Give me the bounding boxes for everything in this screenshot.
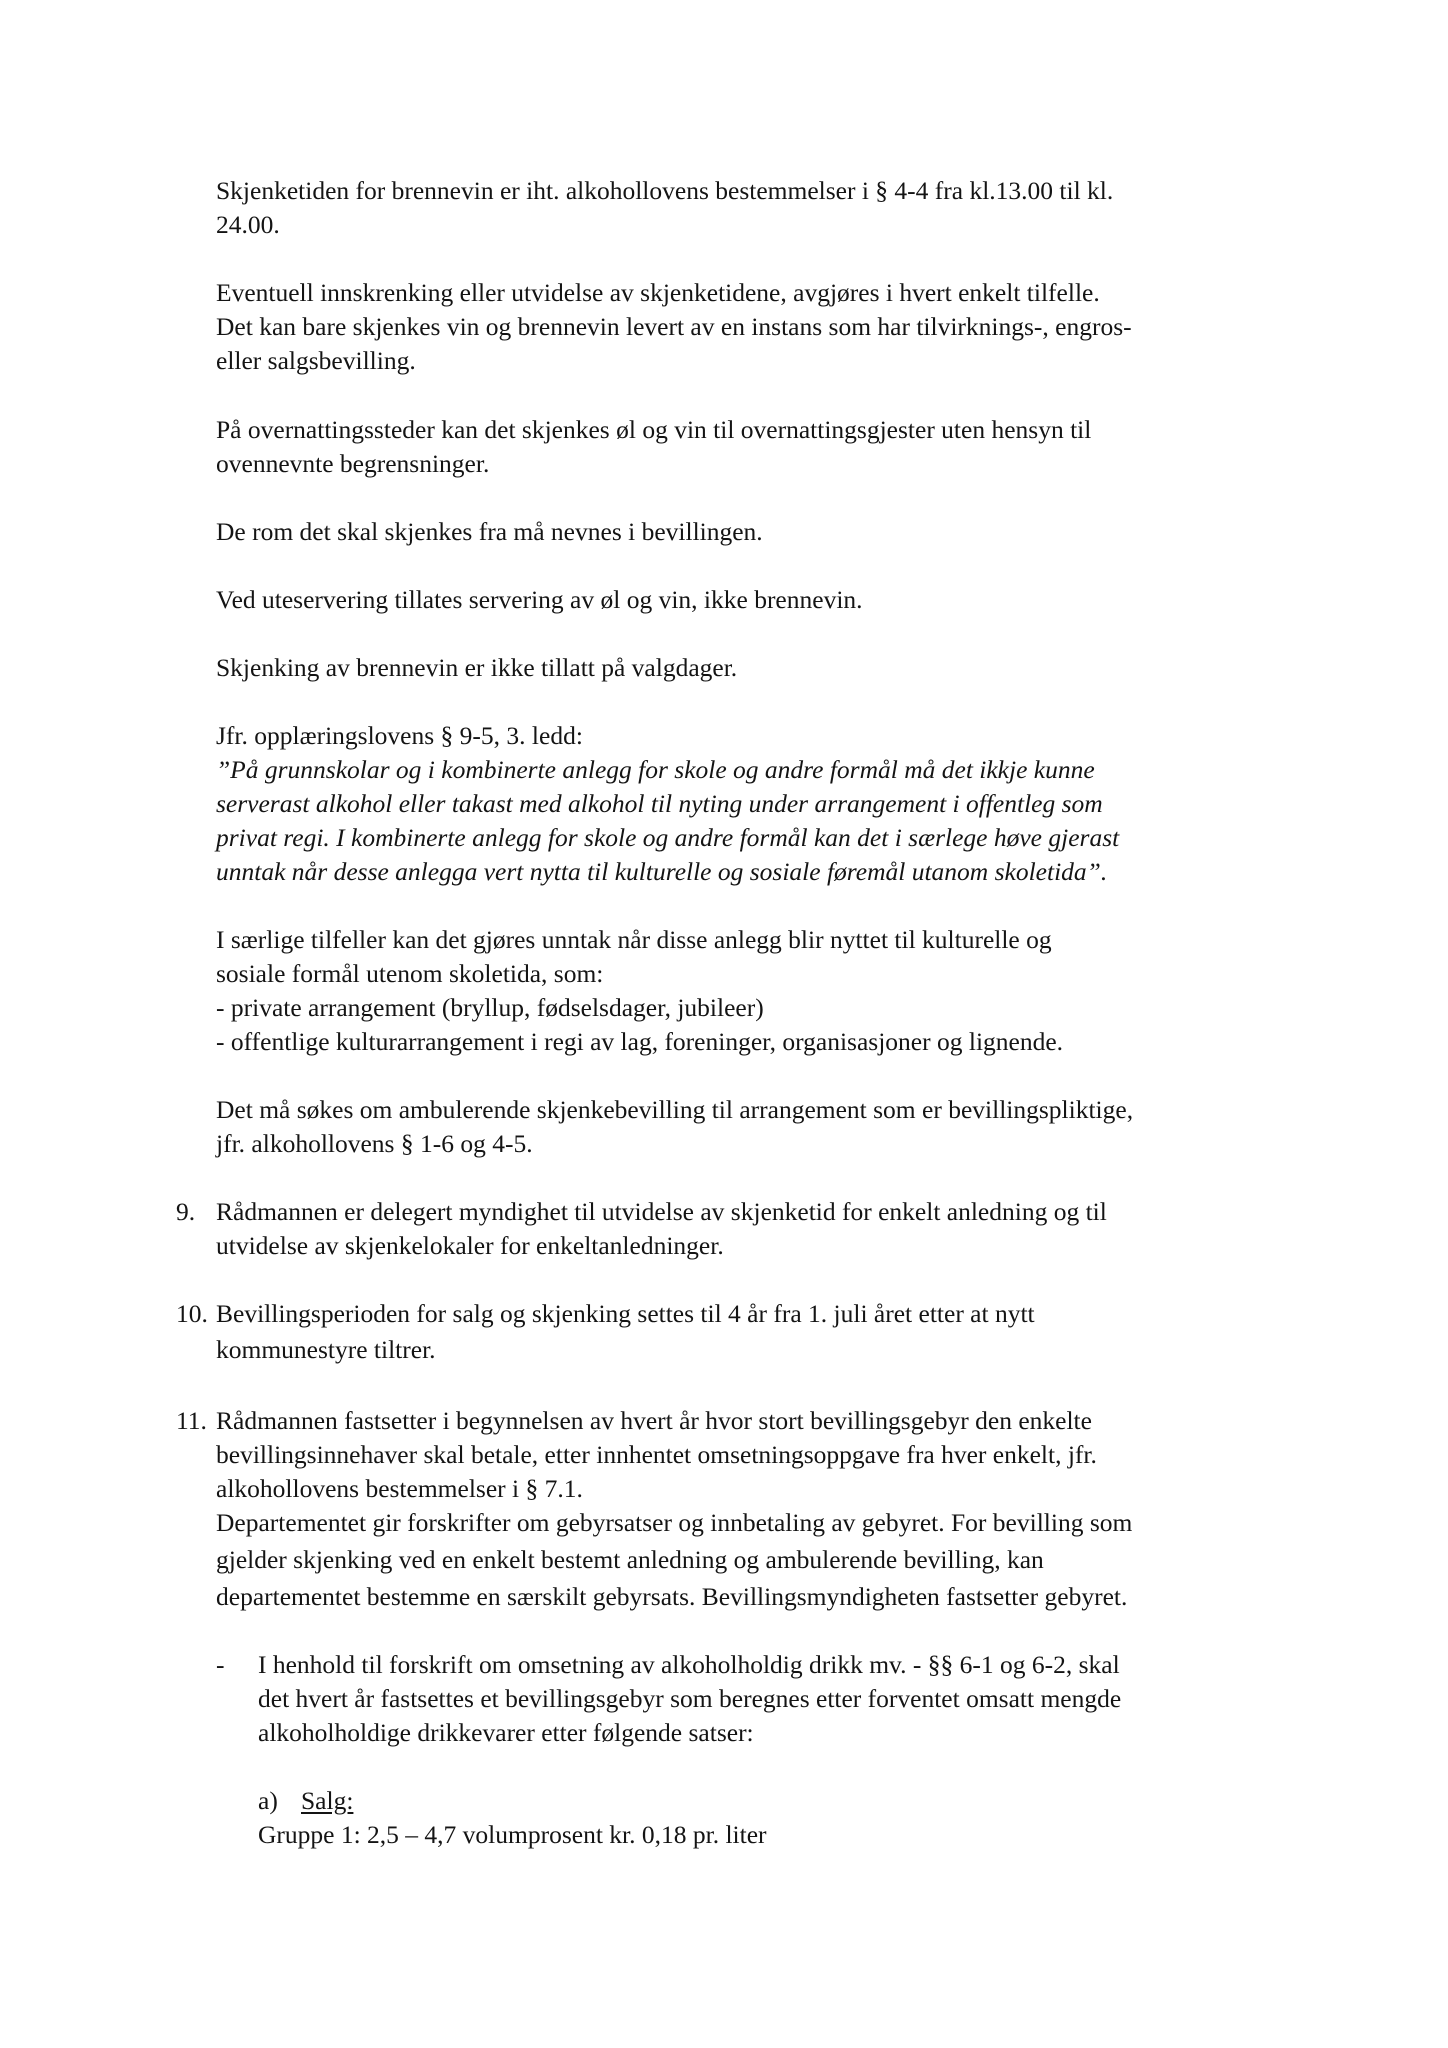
quote-line: privat regi. I kombinerte anlegg for skole og andre formål kan det i særlege høve gjerast — [216, 823, 1120, 852]
item-line: Rådmannen fastsetter i begynnelsen av hvert år hvor stort bevillingsgebyr den enkelte — [216, 1406, 1092, 1435]
list-item: - private arrangement (bryllup, fødselsdager, jubileer) — [216, 993, 764, 1022]
bullet-line: det hvert år fastsettes et bevillingsgebyr som beregnes etter forventet omsatt mengde — [258, 1684, 1122, 1713]
item-number: 10. — [176, 1299, 208, 1328]
paragraph-line: eller salgsbevilling. — [216, 346, 416, 375]
item-line: gjelder skjenking ved en enkelt bestemt anledning og ambulerende bevilling, kan — [216, 1545, 1044, 1574]
bullet-line: I henhold til forskrift om omsetning av alkoholholdig drikk mv. - §§ 6-1 og 6-2, skal — [258, 1650, 1120, 1679]
sub-item-heading: Salg: — [301, 1786, 354, 1815]
paragraph-line: Skjenking av brennevin er ikke tillatt på valgdager. — [216, 653, 738, 682]
rate-line: Gruppe 1: 2,5 – 4,7 volumprosent kr. 0,18 pr. liter — [258, 1820, 767, 1849]
paragraph-line: På overnattingssteder kan det skjenkes øl og vin til overnattingsgjester uten hensyn til — [216, 415, 1092, 444]
item-line: bevillingsinnehaver skal betale, etter innhentet omsetningsoppgave fra hver enkelt, jfr. — [216, 1440, 1097, 1469]
item-line: departementet bestemme en særskilt gebyrsats. Bevillingsmyndigheten fastsetter gebyret. — [216, 1582, 1128, 1611]
intro-line-2: 24.00. — [216, 210, 280, 239]
paragraph-line: ovennevnte begrensninger. — [216, 449, 490, 478]
item-line: alkohollovens bestemmelser i § 7.1. — [216, 1474, 583, 1503]
bullet-line: alkoholholdige drikkevarer etter følgende satser: — [258, 1718, 754, 1747]
paragraph-line: I særlige tilfeller kan det gjøres unntak når disse anlegg blir nyttet til kulturelle og — [216, 925, 1052, 954]
quote-line: ”På grunnskolar og i kombinerte anlegg for skole og andre formål må det ikkje kunne — [216, 755, 1095, 784]
paragraph-line: Det må søkes om ambulerende skjenkebevilling til arrangement som er bevillingspliktige, — [216, 1095, 1134, 1124]
paragraph-line: De rom det skal skjenkes fra må nevnes i bevillingen. — [216, 517, 763, 546]
intro-line-1: Skjenketiden for brennevin er iht. alkohollovens bestemmelser i § 4-4 fra kl.13.00 til kl. — [216, 176, 1114, 205]
item-line: Bevillingsperioden for salg og skjenking settes til 4 år fra 1. juli året etter at nytt — [216, 1299, 1035, 1328]
quote-line: unntak når desse anlegga vert nytta til kulturelle og sosiale føremål utanom skoletida”. — [216, 857, 1108, 886]
paragraph-line: jfr. alkohollovens § 1-6 og 4-5. — [216, 1129, 533, 1158]
item-line: Departementet gir forskrifter om gebyrsatser og innbetaling av gebyret. For bevilling som — [216, 1508, 1133, 1537]
paragraph-line: Det kan bare skjenkes vin og brennevin levert av en instans som har tilvirknings-, engros- — [216, 312, 1132, 341]
item-line: Rådmannen er delegert myndighet til utvidelse av skjenketid for enkelt anledning og til — [216, 1197, 1107, 1226]
paragraph-line: Ved uteservering tillates servering av øl og vin, ikke brennevin. — [216, 585, 863, 614]
sub-item-label: a) — [258, 1786, 278, 1815]
item-number: 9. — [176, 1197, 196, 1226]
item-line: utvidelse av skjenkelokaler for enkeltanledninger. — [216, 1231, 724, 1260]
law-reference: Jfr. opplæringslovens § 9-5, 3. ledd: — [216, 721, 583, 750]
paragraph-line: Eventuell innskrenking eller utvidelse av skjenketidene, avgjøres i hvert enkelt tilfelle. — [216, 278, 1100, 307]
item-number: 11. — [176, 1406, 207, 1435]
list-item: - offentlige kulturarrangement i regi av lag, foreninger, organisasjoner og lignende. — [216, 1027, 1064, 1056]
paragraph-line: sosiale formål utenom skoletida, som: — [216, 959, 604, 988]
quote-line: serverast alkohol eller takast med alkohol til nyting under arrangement i offentleg som — [216, 789, 1103, 818]
item-line: kommunestyre tiltrer. — [216, 1335, 436, 1364]
bullet-dash: - — [216, 1650, 225, 1679]
